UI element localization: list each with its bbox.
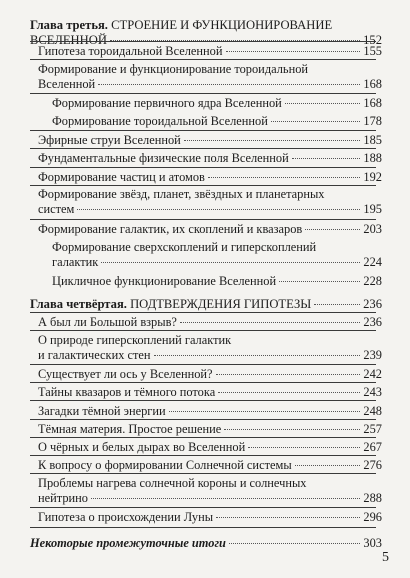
toc-entry[interactable] <box>38 476 382 506</box>
dot-leader <box>314 304 360 305</box>
toc-entry-title-cont: систем <box>38 202 75 216</box>
toc-entry-title: А был ли Большой взрыв? <box>38 315 177 329</box>
toc-page-number: 192 <box>363 170 382 184</box>
toc-entry-line <box>38 333 382 348</box>
toc-entry-title-cont: галактик <box>52 255 99 269</box>
dot-leader <box>169 411 361 412</box>
toc-page-number: 248 <box>363 404 382 418</box>
toc-entry-line <box>52 274 382 289</box>
toc-entry-title: Фундаментальные физические поля Вселенной <box>38 151 289 165</box>
toc-entry-title: Некоторые промежуточные итоги <box>30 536 226 550</box>
toc-page-number: 243 <box>363 385 382 399</box>
separator-line <box>30 93 376 94</box>
dot-leader <box>226 51 361 52</box>
toc-entry-line <box>38 440 382 455</box>
toc-entry-text <box>38 222 302 237</box>
separator-line <box>30 148 376 149</box>
separator-line <box>30 59 376 60</box>
toc-entry-text <box>38 133 181 148</box>
toc-entry[interactable] <box>38 440 382 455</box>
chapter-prefix: Глава четвёртая. <box>30 297 127 311</box>
dot-leader <box>218 392 360 393</box>
toc-entry-title: Формирование сверхскоплений и гиперскоплений <box>52 240 317 254</box>
toc-entry-line <box>38 476 382 491</box>
toc-entry-line <box>38 133 382 148</box>
toc-entry[interactable] <box>38 44 382 59</box>
separator-line <box>30 400 376 401</box>
toc-entry-line <box>30 18 382 33</box>
toc-page-number: 242 <box>363 367 382 381</box>
toc-page-number: 303 <box>363 536 382 550</box>
toc-entry-title: Формирование галактик, их скоплений и квазаров <box>38 222 303 236</box>
toc-entry-title-cont: ВСЕЛЕННОЙ <box>30 33 107 47</box>
toc-entry-line <box>38 187 382 202</box>
dot-leader <box>216 517 360 518</box>
toc-entry-text <box>38 404 166 419</box>
toc-entry[interactable] <box>52 274 382 289</box>
toc-entry-title: К вопросу о формировании Солнечной системы <box>38 458 292 472</box>
toc-page-number: 155 <box>363 44 382 58</box>
toc-page-number: 239 <box>363 348 382 362</box>
toc-entry[interactable] <box>38 315 382 330</box>
dot-leader <box>101 262 360 263</box>
separator-line <box>30 419 376 420</box>
toc-page-number: 185 <box>363 133 382 147</box>
toc-entry-title: Проблемы нагрева солнечной короны и солнечных <box>38 476 307 490</box>
separator-line <box>30 167 376 168</box>
dot-leader <box>98 84 360 85</box>
toc-entry[interactable] <box>38 133 382 148</box>
toc-entry[interactable] <box>38 510 382 525</box>
toc-entry-title: Формирование тороидальной Вселенной <box>52 114 268 128</box>
dot-leader <box>216 374 361 375</box>
toc-entry-title: Формирование звёзд, планет, звёздных и планетарных <box>38 187 325 201</box>
separator-line <box>30 507 376 508</box>
dot-leader <box>184 140 361 141</box>
toc-entry-line <box>52 255 382 270</box>
toc-entry[interactable] <box>38 333 382 363</box>
toc-page-number: 236 <box>363 315 382 329</box>
dot-leader <box>279 281 360 282</box>
toc-entry-line <box>38 422 382 437</box>
dot-leader <box>285 103 361 104</box>
toc-entry[interactable] <box>52 96 382 111</box>
toc-entry-title: СТРОЕНИЕ И ФУНКЦИОНИРОВАНИЕ <box>111 18 333 32</box>
dot-leader <box>77 209 360 210</box>
toc-entry-text <box>38 422 221 437</box>
toc-entry-line <box>38 170 382 185</box>
toc-entry-line <box>38 491 382 506</box>
separator-line <box>30 185 376 186</box>
separator-line <box>30 312 376 313</box>
toc-entry-title: Тайны квазаров и тёмного потока <box>38 385 216 399</box>
toc-entry-title: О чёрных и белых дырах во Вселенной <box>38 440 246 454</box>
toc-page-number: 203 <box>363 222 382 236</box>
toc-entry-line <box>52 96 382 111</box>
toc-entry-line <box>38 151 382 166</box>
dot-leader <box>180 322 360 323</box>
toc-page-number: 188 <box>363 151 382 165</box>
toc-page-number: 224 <box>363 255 382 269</box>
toc-entry-title: Эфирные струи Вселенной <box>38 133 181 147</box>
toc-entry-line <box>38 62 382 77</box>
toc-page-number: 288 <box>363 491 382 505</box>
toc-entry[interactable] <box>38 458 382 473</box>
toc-entry-title: Загадки тёмной энергии <box>38 404 166 418</box>
toc-entry-line <box>38 44 382 59</box>
toc-entry-title: Цикличное функционирование Вселенной <box>52 274 277 288</box>
toc-page-number: 236 <box>363 297 382 311</box>
toc-chapter[interactable] <box>30 297 382 312</box>
toc-page-number: 257 <box>363 422 382 436</box>
toc-entry-text <box>38 440 245 455</box>
toc-entry[interactable] <box>30 536 382 551</box>
toc-entry-line <box>52 114 382 129</box>
dot-leader <box>224 429 360 430</box>
toc-entry-title-cont: и галактических стен <box>38 348 151 362</box>
toc-entry-text <box>30 536 226 551</box>
toc-entry[interactable] <box>38 422 382 437</box>
toc-entry-line <box>38 510 382 525</box>
toc-entry-title: О природе гиперскоплений галактик <box>38 333 232 347</box>
dot-leader <box>248 447 360 448</box>
toc-page-number: 296 <box>363 510 382 524</box>
toc-page-number: 267 <box>363 440 382 454</box>
separator-line <box>30 473 376 474</box>
separator-line <box>30 130 376 131</box>
toc-entry-title: Существует ли ось у Вселенной? <box>38 367 213 381</box>
separator-line <box>30 41 376 42</box>
toc-entry-title: Формирование частиц и атомов <box>38 170 205 184</box>
toc-entry-title: Формирование и функционирование тороидальной <box>38 62 309 76</box>
toc-entry-text <box>38 44 223 59</box>
toc-page-number: 228 <box>363 274 382 288</box>
toc-entry-line <box>38 315 382 330</box>
separator-line <box>30 437 376 438</box>
dot-leader <box>305 229 360 230</box>
dot-leader <box>154 355 361 356</box>
toc-entry-line <box>38 458 382 473</box>
toc-entry[interactable] <box>52 240 382 270</box>
toc-entry[interactable] <box>38 222 382 237</box>
toc-entry[interactable] <box>38 62 382 92</box>
separator-line <box>30 527 376 528</box>
toc-entry-line <box>38 222 382 237</box>
separator-line <box>30 382 376 383</box>
toc-entry[interactable] <box>38 187 382 217</box>
toc-entry-line <box>30 297 382 312</box>
toc-entry[interactable] <box>38 385 382 400</box>
toc-page-number: 168 <box>363 77 382 91</box>
toc-page-number: 152 <box>363 33 382 47</box>
toc-page-number: 178 <box>363 114 382 128</box>
toc-entry-line <box>38 77 382 92</box>
toc-entry-text <box>38 315 177 330</box>
toc-entry-title: Гипотеза о происхождении Луны <box>38 510 214 524</box>
dot-leader <box>271 121 361 122</box>
toc-page-number: 276 <box>363 458 382 472</box>
toc-entry-text <box>30 297 311 312</box>
dot-leader <box>208 177 360 178</box>
toc-entry-text <box>38 367 213 382</box>
toc-entry-line <box>38 202 382 217</box>
toc-entry-text <box>52 96 282 111</box>
toc-entry-line <box>30 536 382 551</box>
toc-entry-line <box>38 404 382 419</box>
toc-entry-line <box>38 348 382 363</box>
toc-entry-text <box>38 510 213 525</box>
toc-entry-title: Гипотеза тороидальной Вселенной <box>38 44 223 58</box>
toc-page-number: 168 <box>363 96 382 110</box>
toc-entry-title: Тёмная материя. Простое решение <box>38 422 222 436</box>
toc-entry-text <box>38 170 205 185</box>
toc-entry[interactable] <box>38 170 382 185</box>
toc-entry-text <box>38 151 289 166</box>
dot-leader <box>229 543 360 544</box>
chapter-prefix: Глава третья. <box>30 18 108 32</box>
toc-entry[interactable] <box>38 367 382 382</box>
toc-entry[interactable] <box>52 114 382 129</box>
toc-entry-text <box>52 114 268 129</box>
separator-line <box>30 455 376 456</box>
separator-line <box>30 364 376 365</box>
page-number: 5 <box>382 550 389 565</box>
separator-line <box>30 330 376 331</box>
toc-entry-line <box>52 240 382 255</box>
toc-entry-text <box>38 458 292 473</box>
dot-leader <box>292 158 361 159</box>
toc-entry-title: ПОДТВЕРЖДЕНИЯ ГИПОТЕЗЫ <box>130 297 312 311</box>
dot-leader <box>295 465 361 466</box>
separator-line <box>30 219 376 220</box>
toc-entry-title-cont: нейтрино <box>38 491 88 505</box>
dot-leader <box>91 498 360 499</box>
toc-entry-text <box>38 385 215 400</box>
toc-page-number: 195 <box>363 202 382 216</box>
toc-entry-text <box>52 274 276 289</box>
toc-entry-title: Формирование первичного ядра Вселенной <box>52 96 282 110</box>
toc-entry[interactable] <box>38 151 382 166</box>
toc-entry-title-cont: Вселенной <box>38 77 96 91</box>
toc-entry-line <box>38 385 382 400</box>
toc-entry[interactable] <box>38 404 382 419</box>
toc-entry-line <box>38 367 382 382</box>
